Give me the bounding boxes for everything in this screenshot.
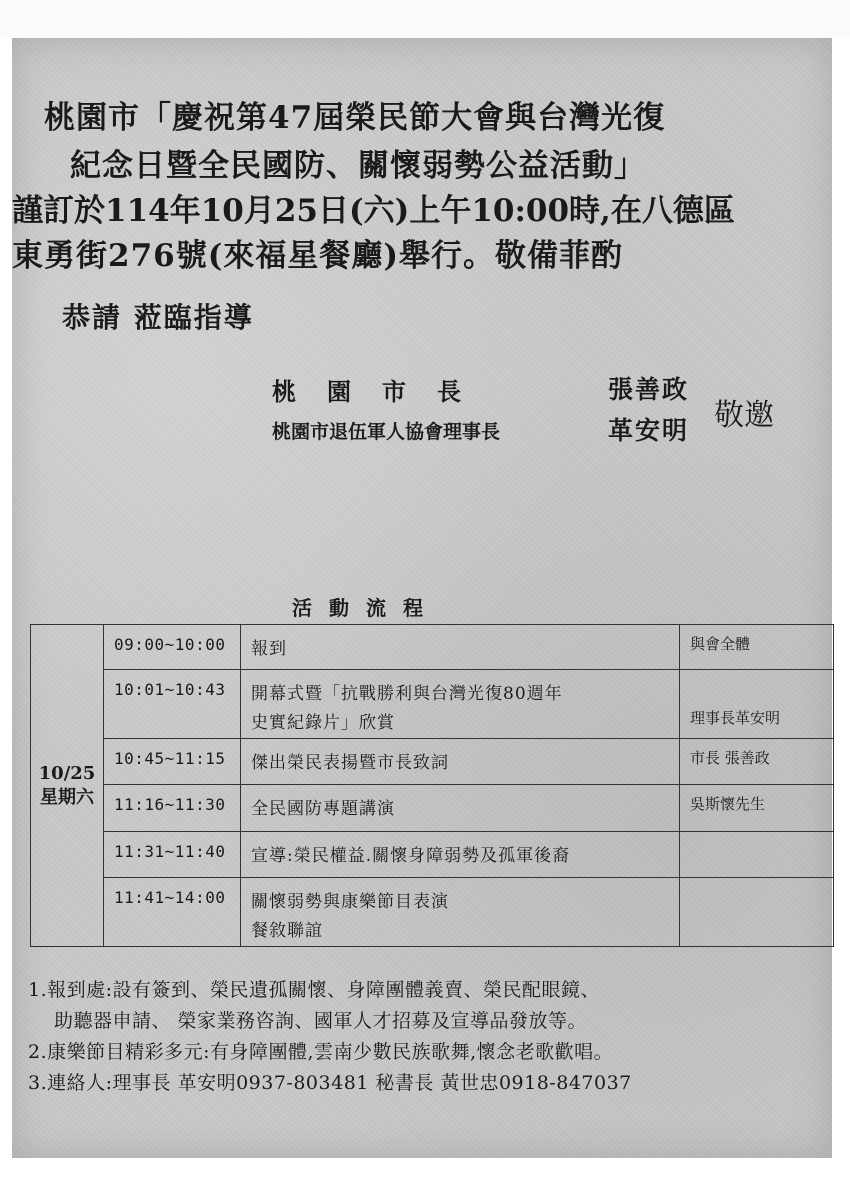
row-host	[680, 832, 834, 878]
note-2: 2.康樂節目精彩多元:有身障團體,雲南少數民族歌舞,懷念老歌歡唱。	[28, 1041, 614, 1063]
row-time: 09:00~10:00	[104, 625, 241, 670]
row-item-text: 開幕式暨「抗戰勝利與台灣光復80週年	[251, 684, 563, 704]
row-item-text: 宣導:榮民權益.關懷身障弱勢及孤軍後裔	[251, 846, 571, 866]
table-row	[31, 670, 834, 739]
schedule-heading: 活動流程	[292, 596, 440, 620]
note-3: 3.連絡人:理事長 革安明0937-803481 秘書長 黃世忠0918-847037	[28, 1072, 632, 1094]
schedule-date: 10/25	[38, 762, 96, 784]
closing-respectfully-invite: 敬邀	[714, 398, 774, 433]
row-host	[680, 878, 834, 947]
chairman-title: 桃園市退伍軍人協會理事長	[272, 421, 501, 443]
schedule-weekday: 星期六	[40, 786, 94, 808]
chairman-name: 革安明	[608, 416, 690, 445]
row-item	[241, 878, 680, 947]
row-item-text: 報到	[251, 639, 287, 659]
row-host: 與會全體	[680, 625, 834, 670]
row-item-text-2: 史實紀錄片」欣賞	[251, 713, 395, 733]
row-host: 吳斯懷先生	[680, 785, 834, 832]
row-time: 11:16~11:30	[104, 785, 241, 832]
title-line-3: 謹訂於114年10月25日(六)上午10:00時,在八德區	[12, 193, 735, 229]
row-item-text: 關懷弱勢與康樂節目表演	[251, 892, 449, 912]
row-item	[241, 670, 680, 739]
row-time: 10:01~10:43	[104, 670, 241, 739]
row-time: 10:45~11:15	[104, 739, 241, 785]
row-item-text-2: 餐敘聯誼	[251, 921, 323, 941]
row-time: 11:31~11:40	[104, 832, 241, 878]
note-1-line-2: 助聽器申請、 榮家業務咨詢、國軍人才招募及宣導品發放等。	[54, 1010, 588, 1032]
note-1-line-1: 1.報到處:設有簽到、榮民遺孤關懷、身障團體義賣、榮民配眼鏡、	[28, 979, 601, 1001]
table-row	[31, 878, 834, 947]
mayor-title: 桃園市長	[272, 377, 492, 406]
title-line-2: 紀念日暨全民國防、關懷弱勢公益活動」	[70, 148, 646, 184]
mayor-name: 張善政	[608, 375, 690, 404]
schedule-date-cell	[31, 625, 104, 947]
row-host: 市長 張善政	[680, 739, 834, 785]
paper-top-edge	[0, 0, 850, 38]
row-item	[241, 739, 680, 785]
table-row	[31, 785, 834, 832]
row-item-text: 全民國防專題講演	[251, 799, 395, 819]
invitation-phrase: 恭請 蒞臨指導	[62, 301, 254, 334]
notes-section	[28, 975, 632, 1099]
table-row	[31, 625, 834, 670]
row-item-text: 傑出榮民表揚暨市長致詞	[251, 753, 449, 773]
schedule-table	[30, 624, 834, 947]
table-row	[31, 832, 834, 878]
row-item	[241, 625, 680, 670]
title-line-1: 桃園市「慶祝第47屆榮民節大會與台灣光復	[44, 100, 666, 136]
row-item	[241, 832, 680, 878]
table-row	[31, 739, 834, 785]
row-item	[241, 785, 680, 832]
row-host: 理事長革安明	[680, 670, 834, 739]
row-time: 11:41~14:00	[104, 878, 241, 947]
title-line-4: 東勇街276號(來福星餐廳)舉行。敬備菲酌	[12, 238, 624, 274]
